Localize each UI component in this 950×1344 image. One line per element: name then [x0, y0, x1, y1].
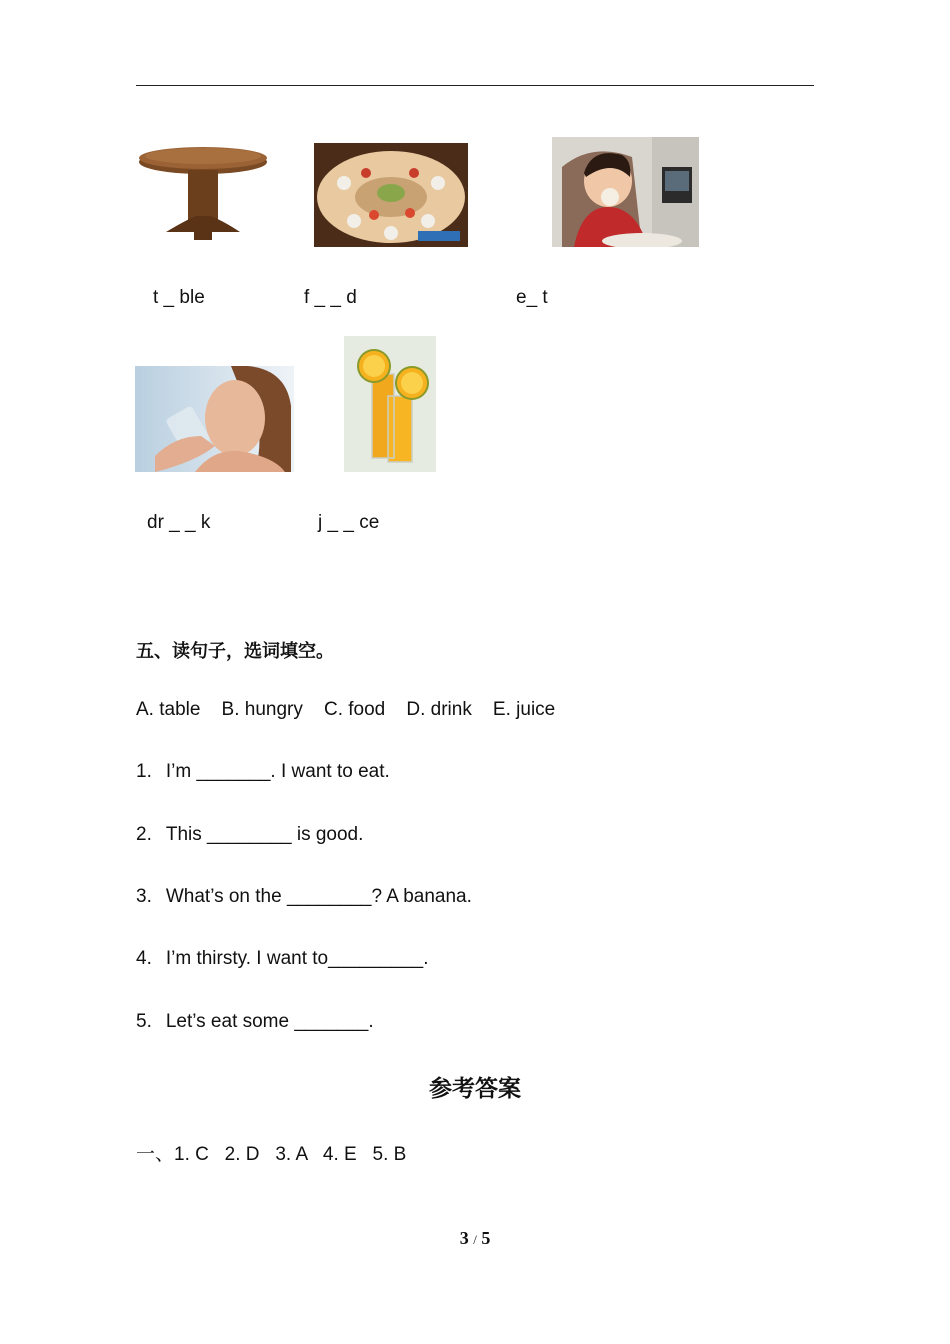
sentence-text: Let’s eat some _______.	[165, 1011, 374, 1032]
page-separator: /	[473, 1232, 477, 1247]
sentence-2	[136, 824, 363, 846]
sentence-5	[136, 1011, 374, 1033]
page-total: 5	[481, 1228, 491, 1248]
table-picture	[136, 140, 270, 244]
juice-picture	[344, 336, 436, 472]
sentence-number: 3.	[136, 886, 152, 907]
sentence-text: This ________ is good.	[165, 824, 364, 845]
answer-line-1: 一、1. C 2. D 3. A 4. E 5. B	[136, 1144, 407, 1165]
sentence-text: I’m thirsty. I want to_________.	[165, 948, 429, 969]
sentence-number: 1.	[136, 761, 152, 782]
page-number	[0, 1228, 950, 1249]
section5-heading: 五、读句子，选词填空。	[136, 641, 334, 661]
sentence-3	[136, 886, 472, 908]
sentence-4	[136, 948, 428, 970]
food-table-picture	[314, 143, 468, 247]
sentence-number: 5.	[136, 1011, 152, 1032]
section5-options: A. table B. hungry C. food D. drink E. juice	[136, 699, 556, 720]
page-current: 3	[459, 1228, 469, 1248]
word-juice: j _ _ ce	[318, 512, 380, 533]
child-eating-picture	[552, 137, 699, 247]
sentence-text: What’s on the ________? A banana.	[165, 886, 472, 907]
word-drink: dr _ _ k	[147, 512, 211, 533]
word-food: f _ _ d	[304, 287, 357, 308]
header-rule	[136, 85, 814, 86]
sentence-number: 2.	[136, 824, 152, 845]
word-table: t _ ble	[153, 287, 205, 308]
word-eat: e_ t	[516, 287, 548, 308]
drinking-picture	[135, 366, 294, 472]
answer-key-title: 参考答案	[429, 1075, 521, 1101]
sentence-1	[136, 761, 390, 783]
sentence-number: 4.	[136, 948, 152, 969]
sentence-text: I’m _______. I want to eat.	[165, 761, 390, 782]
